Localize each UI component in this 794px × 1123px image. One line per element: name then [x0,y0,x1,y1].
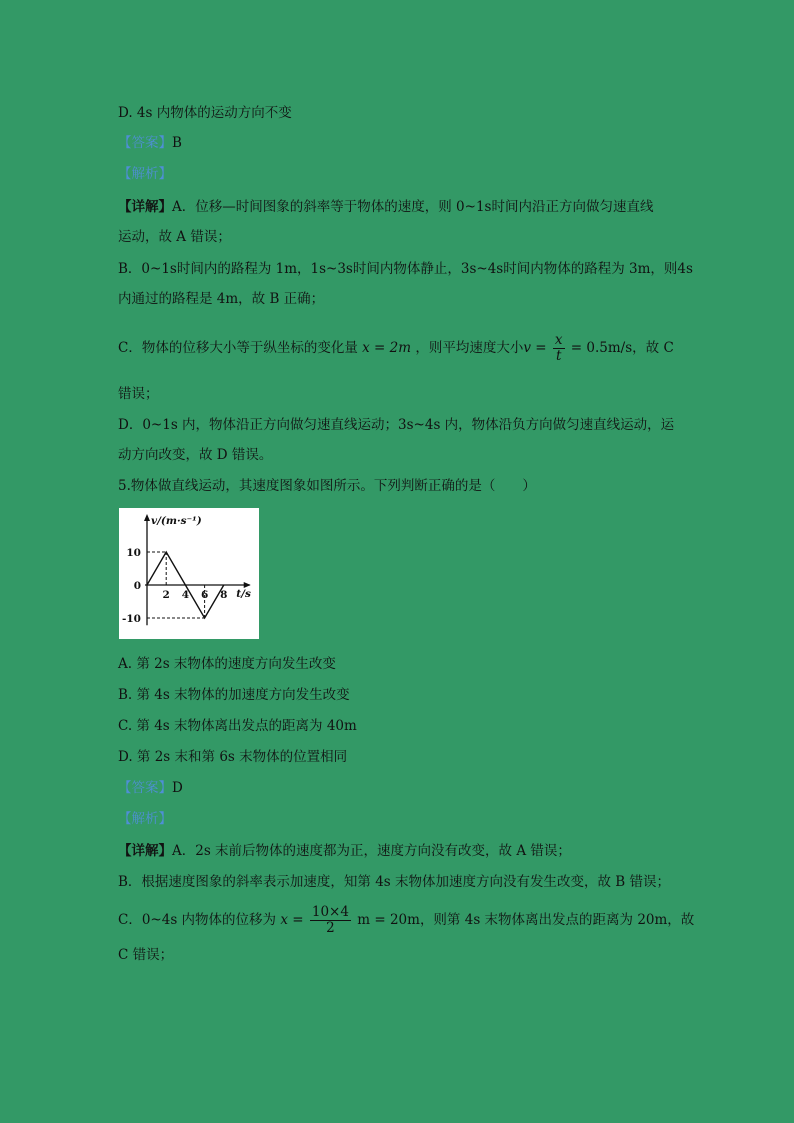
x-tick-label: 6 [200,589,209,601]
q5-answer [118,779,183,797]
q5-detail-a [118,842,571,860]
q5-stem: 5.物体做直线运动，其速度图象如图所示。下列判断正确的是（ ） [118,478,536,494]
answer-value: D [172,780,183,796]
q5-c-x-symbol: x = [280,912,304,928]
answer-value: B [172,135,182,151]
velocity-time-svg [119,508,259,639]
q4-c-fraction [553,333,565,364]
q5-option-d: D. 第 2s 末和第 6s 末物体的位置相同 [118,749,348,765]
graph-axes [144,514,251,625]
q5-option-a: A. 第 2s 末物体的速度方向发生改变 [118,656,336,672]
x-tick-label: 4 [181,589,190,601]
q4-detail-b-line1: B．0~1s时间内的路程为 1m，1s~3s时间内物体静止，3s~4s时间内物体的路程为 3m，则4s [118,261,693,277]
q4-detail-c [118,333,674,364]
detail-tag: 【详解】 [118,199,172,215]
q5-detail-c [118,905,694,936]
q5-detail-c-line2: C 错误； [118,947,174,963]
x-tick-label: 2 [162,589,170,601]
q4-c-equation2: = 0.5m/s [570,340,633,356]
y-tick-label: -10 [122,613,141,625]
q4-c-velocity-symbol: v = [523,340,547,356]
q4-detail-d-line1: D．0~1s 内，物体沿正方向做匀速直线运动；3s~4s 内，物体沿负方向做匀速直线运动，运 [118,417,675,433]
x-axis-label: t/s [236,588,251,600]
velocity-time-graph [119,508,259,639]
q4-detail-a [118,198,653,216]
fraction-denominator: 2 [326,920,335,936]
q5-option-b: B. 第 4s 末物体的加速度方向发生改变 [118,687,350,703]
answer-tag: 【答案】 [118,780,172,796]
q5-detail-c-text1: C．0~4s 内物体的位移为 [118,912,277,928]
q4-detail-c-text1: C．物体的位移大小等于纵坐标的变化量 [118,340,358,356]
q5-analysis-tag: 【解析】 [118,811,172,827]
fraction-denominator: t [555,348,562,364]
y-tick-label: 0 [133,580,141,592]
q4-detail-a-line2: 运动，故 A 错误； [118,229,231,245]
q5-detail-a-text: A．2s 末前后物体的速度都为正，速度方向没有改变，故 A 错误； [172,843,571,859]
fraction-numerator: 10×4 [311,904,349,920]
q4-analysis-tag: 【解析】 [118,166,172,182]
y-axis-arrow [144,514,150,521]
q5-c-equation: m = 20m [357,912,420,928]
q4-detail-a-text: A．位移—时间图象的斜率等于物体的速度，则 0~1s时间内沿正方向做匀速直线 [172,199,654,215]
q5-option-c: C. 第 4s 末物体离出发点的距离为 40m [118,718,357,734]
q4-option-d: D. 4s 内物体的运动方向不变 [118,105,292,121]
q4-detail-d-line2: 动方向改变，故 D 错误。 [118,447,273,463]
q4-detail-c-text3: ，故 C [632,340,674,356]
y-tick-label: 10 [126,547,141,559]
q4-detail-b-line2: 内通过的路程是 4m，故 B 正确； [118,291,325,307]
q4-detail-c-line2: 错误； [118,386,159,402]
q4-answer [118,134,182,152]
x-tick-label: 8 [220,589,228,601]
graph-labels [122,515,251,625]
q4-detail-c-text2: ，则平均速度大小 [415,340,524,356]
answer-tag: 【答案】 [118,135,172,151]
q4-c-equation1: x = 2m [362,340,412,356]
q5-c-fraction [310,905,351,936]
y-axis-label: v/(m·s⁻¹) [151,515,202,527]
q5-detail-b: B．根据速度图象的斜率表示加速度，知第 4s 末物体加速度方向没有发生改变，故 B 错误； [118,874,671,890]
detail-tag: 【详解】 [118,843,172,859]
fraction-numerator: x [554,332,563,348]
q5-detail-c-text2: ，则第 4s 末物体离出发点的距离为 20m，故 [419,912,695,928]
